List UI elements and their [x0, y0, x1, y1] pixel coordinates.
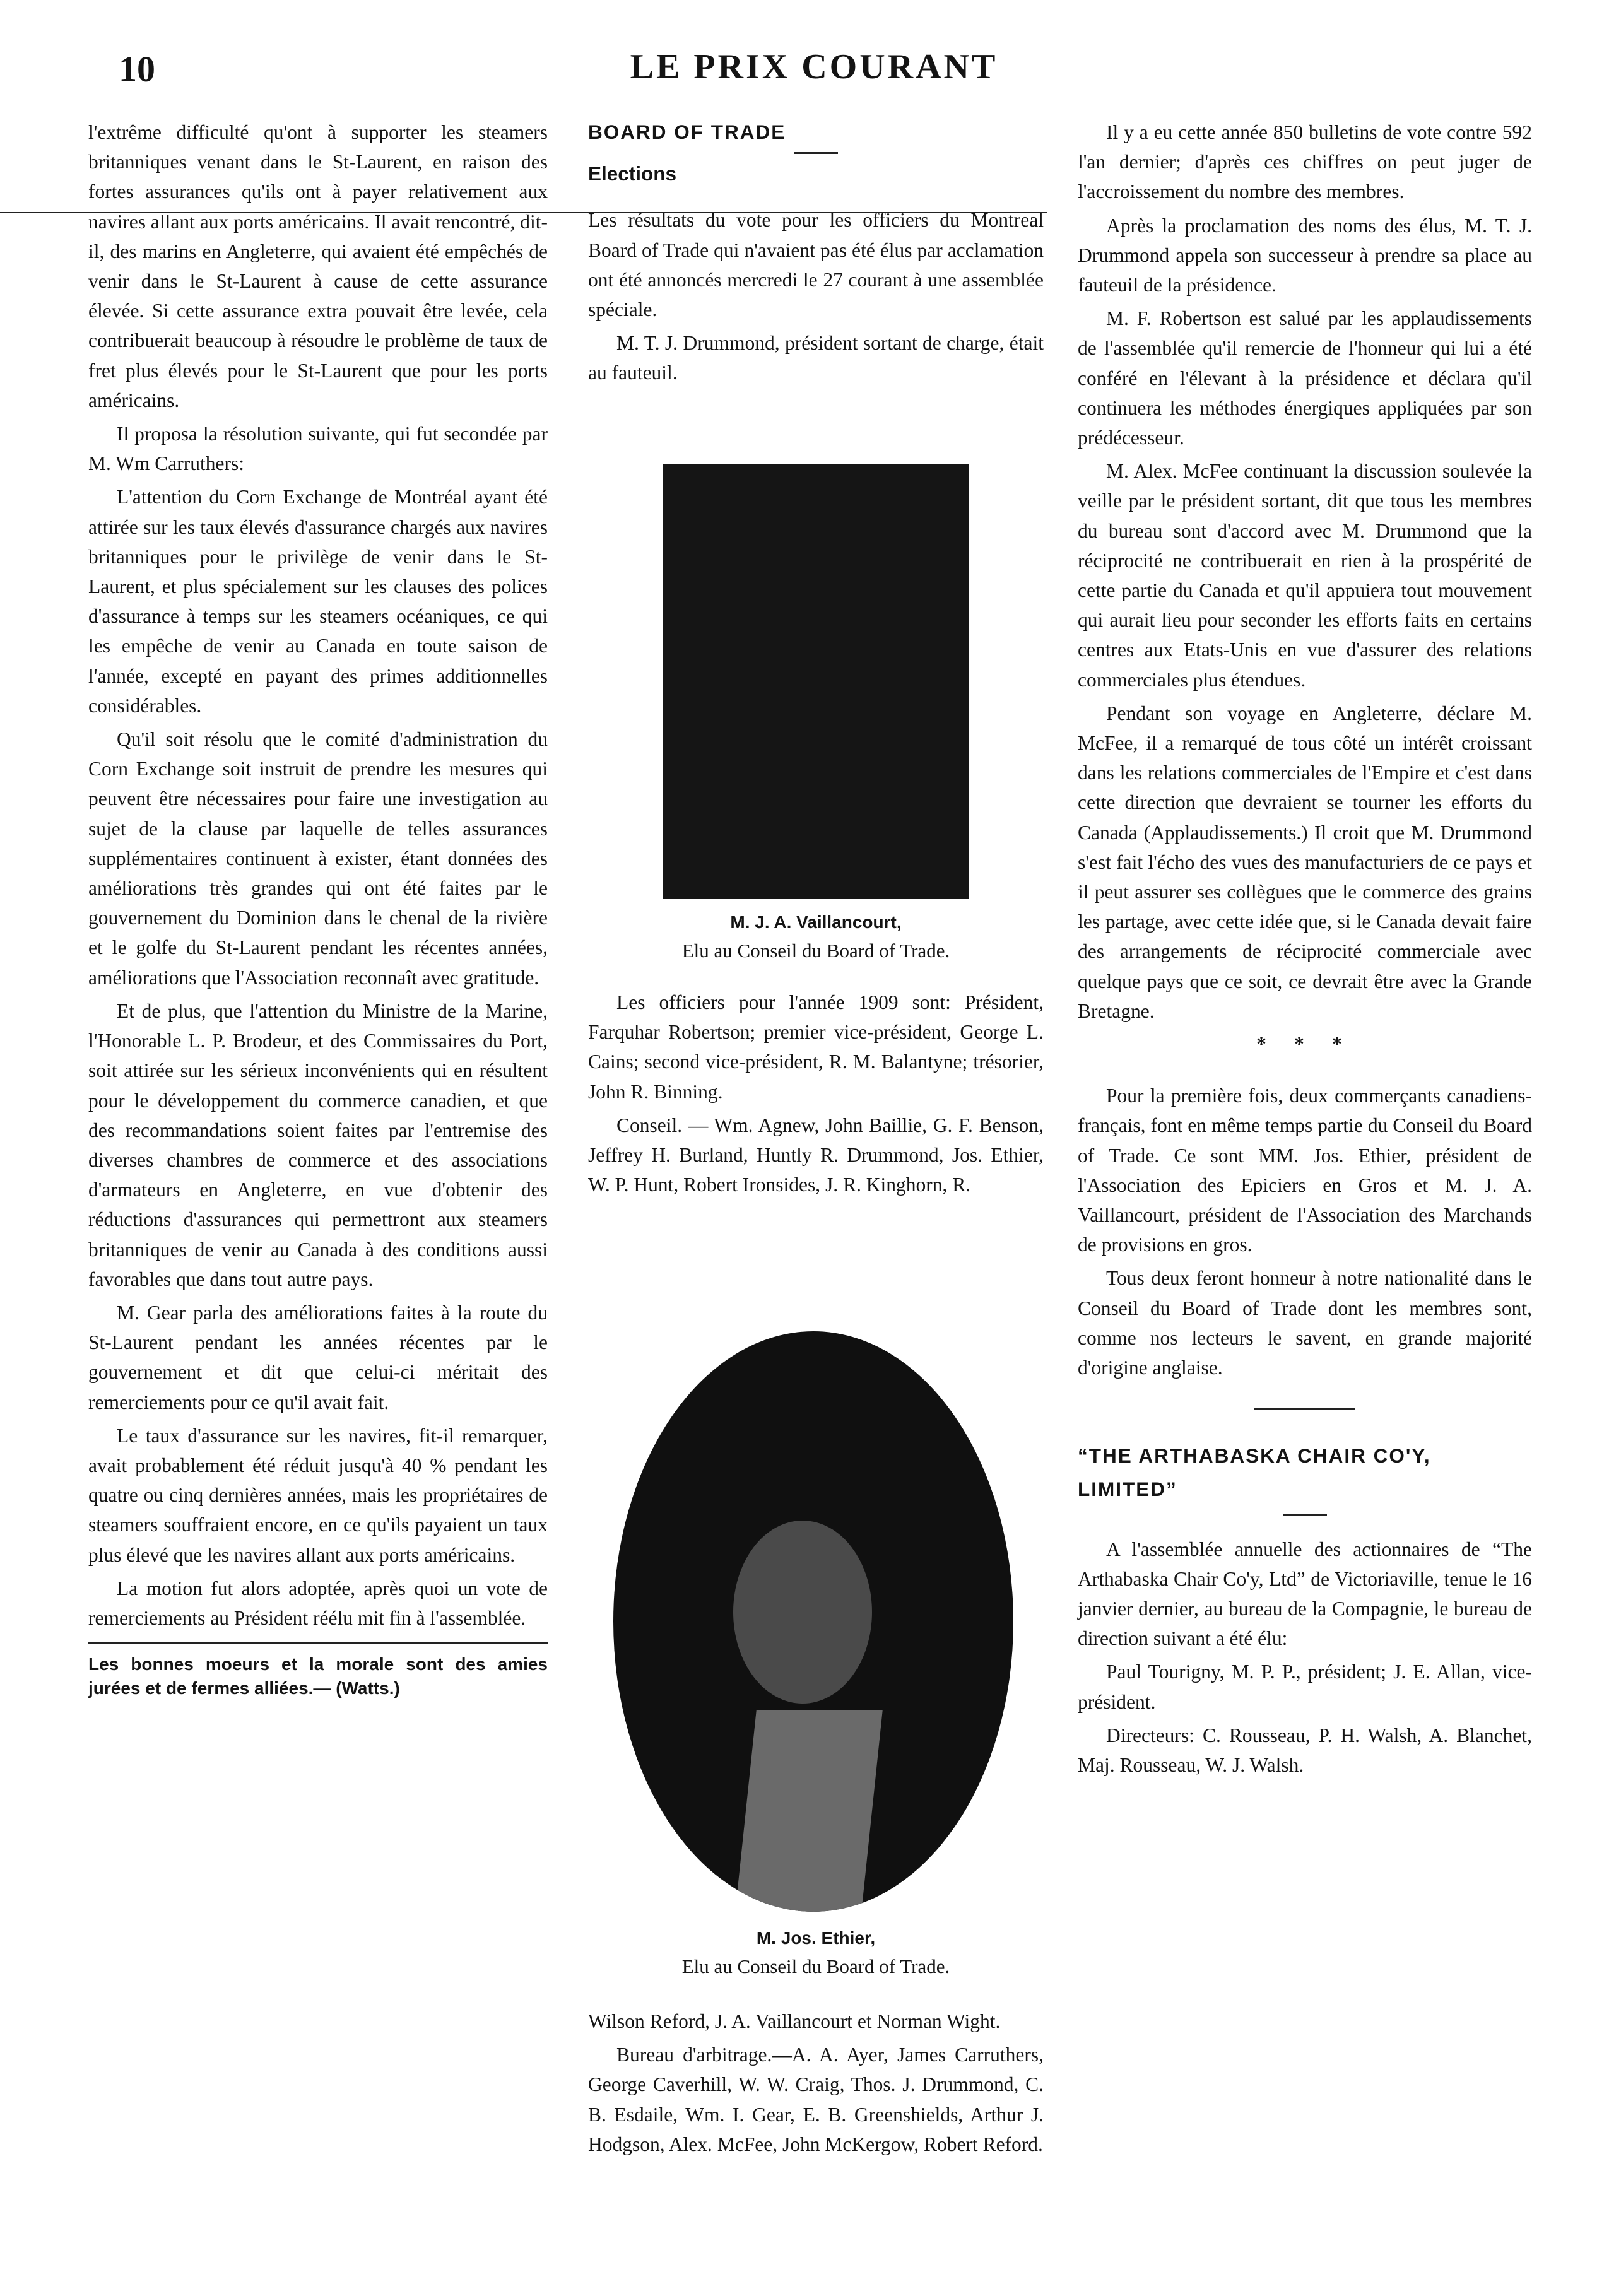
- photo-caption-text: Elu au Conseil du Board of Trade.: [681, 1955, 950, 1977]
- col3-paragraph: Directeurs: C. Rousseau, P. H. Walsh, A. Blanchet, Maj. Rousseau, W. J. Walsh.: [1078, 1724, 1532, 1776]
- col1-paragraph: M. Gear parla des améliorations faites à la route du St-Laurent pendant les années récentes par le gouvernement et dit que celui-ci méritait des remerciements pour ce qu'il avait fait.: [88, 1301, 548, 1413]
- photo-caption: [588, 909, 1044, 965]
- col3-paragraph: Après la proclamation des noms des élus, M. T. J. Drummond appela son successeur à prendre sa place au fauteuil de la présidence.: [1078, 214, 1532, 297]
- column-3: [1078, 117, 1532, 1784]
- portrait-shirt: [735, 1710, 883, 1912]
- masthead-title: LE PRIX COURANT: [630, 47, 998, 86]
- col1-paragraph: Il proposa la résolution suivante, qui fut secondée par M. Wm Carruthers:: [88, 423, 548, 475]
- col1-paragraph: La motion fut alors adoptée, après quoi un vote de remerciements au Président réélu mit fin à l'assemblée.: [88, 1577, 548, 1629]
- divider: [1254, 1408, 1355, 1410]
- col1-paragraph: l'extrême difficulté qu'ont à supporter les steamers britanniques venant dans le St-Laurent, en raison des fortes assurances qu'ils ont à payer relativement aux navires allant aux ports américains. Il avait rencontré, dit-il, des marins en Angleterre, qui avaient été empêchés de venir dans le St-Laurent à cause de cette assurance élevée. Si cette assurance extra pouvait être levée, cela contribuerait beaucoup à résoudre le problème de taux de fret plus élevés pour le St-Laurent que pour les ports américains.: [88, 121, 548, 411]
- section-heading: BOARD OF TRADE: [588, 121, 786, 143]
- photo-caption: [588, 1924, 1044, 1981]
- col3-paragraph: Paul Tourigny, M. P. P., président; J. E. Allan, vice-président.: [1078, 1661, 1532, 1713]
- photo-caption-name: M. J. A. Vaillancourt,: [730, 912, 902, 932]
- scan-line: [0, 212, 1047, 213]
- col2-paragraph: Bureau d'arbitrage.—A. A. Ayer, James Carruthers, George Caverhill, W. W. Craig, Thos. J. Drummond, C. B. Esdaile, Wm. I. Gear, E. B. Greenshields, Arthur J. Hodgson, Alex. McFee, John McKergow, Robert Reford.: [588, 2044, 1044, 2155]
- photo-caption-name: M. Jos. Ethier,: [756, 1928, 876, 1948]
- section-separator-stars: * * *: [1256, 1032, 1353, 1056]
- col2-end: [588, 2006, 1044, 2163]
- col1-paragraph: Le taux d'assurance sur les navires, fit-il remarquer, avait probablement été réduit jusqu'à 40 % pendant les quatre ou cinq dernières années, mais les propriétaires de steamers souffraient encore, en ce qu'ils payaient un taux plus élevé que les navires allant aux ports américains.: [88, 1424, 548, 1566]
- section-heading: “THE ARTHABASKA CHAIR CO'Y,: [1078, 1444, 1431, 1468]
- col2-paragraph: Les résultats du vote pour les officiers du Montreal Board of Trade qui n'avaient pas été élus par acclamation ont été annoncés mercredi le 27 courant à une assemblée spéciale.: [588, 209, 1044, 321]
- col1-paragraph: Et de plus, que l'attention du Ministre de la Marine, l'Honorable L. P. Brodeur, et des Commissaires du Port, soit attirée sur les sérieux inconvénients qui en résultent pour le développement du commerce canadien, et que des recommandations soient faites par l'entremise des diverses chambres de commerce et des associations d'armateurs en Angleterre, en vue d'obtenir des réductions d'assurances qui permettront aux steamers britanniques de venir au Canada à des conditions aussi favorables que dans tout autre pays.: [88, 999, 548, 1290]
- col3-paragraph: M. Alex. McFee continuant la discussion soulevée la veille par le président sortant, dit que tous les membres du bureau sont d'accord avec M. Drummond que la réciprocité ne contribuerait en rien à la prospérité de cette partie du Canada et qu'il appuiera tout mouvement qui aurait lieu pour seconder les efforts faits en certains centres aux Etats-Unis en vue d'assurer des relations commerciales plus étendues.: [1078, 460, 1532, 691]
- col3-paragraph: A l'assemblée annuelle des actionnaires de “The Arthabaska Chair Co'y, Ltd” de Victoriaville, tenue le 16 janvier dernier, au bureau de la Compagnie, le bureau de direction suivant a été élu:: [1078, 1538, 1532, 1650]
- col2-paragraph: Conseil. — Wm. Agnew, John Baillie, G. F. Benson, Jeffrey H. Burland, Huntly R. Drummond, Jos. Ethier, W. P. Hunt, Robert Ironsides, J. R. Kinghorn, R.: [588, 1114, 1044, 1196]
- column-1: [88, 117, 548, 1700]
- motto-quote: Les bonnes moeurs et la morale sont des amies jurées et de fermes alliées.— (Watts.): [88, 1654, 548, 1698]
- divider: [794, 152, 838, 154]
- col3-paragraph: Il y a eu cette année 850 bulletins de vote contre 592 l'an dernier; d'après ces chiffres on peut juger de l'accroissement du nombre des membres.: [1078, 121, 1532, 203]
- col2-middle: [588, 987, 1044, 1203]
- divider: [88, 1642, 548, 1644]
- col2-paragraph: Les officiers pour l'année 1909 sont: Président, Farquhar Robertson; premier vice-président, George L. Cains; second vice-président, R. M. Balantyne; trésorier, John R. Binning.: [588, 991, 1044, 1103]
- section-heading: LIMITED”: [1078, 1478, 1177, 1501]
- col3-paragraph: Tous deux feront honneur à notre nationalité dans le Conseil du Board of Trade dont les membres sont, comme nos lecteurs le savent, en grande majorité d'origine anglaise.: [1078, 1267, 1532, 1379]
- col2-paragraph: Wilson Reford, J. A. Vaillancourt et Norman Wight.: [588, 2010, 1001, 2032]
- portrait-photo-vaillancourt: [663, 464, 969, 899]
- col1-paragraph: Qu'il soit résolu que le comité d'administration du Corn Exchange soit instruit de prendre les mesures qui peuvent être nécessaires pour faire une investigation au sujet de la clause par laquelle de telles assurances supplémentaires continuent à exister, étant données des améliorations très grandes qui ont été faites par le gouvernement du Dominion dans le chenal de la rivière et le golfe du St-Laurent pendant les récentes années, améliorations que l'Association reconnaît avec gratitude.: [88, 728, 548, 989]
- photo-caption-text: Elu au Conseil du Board of Trade.: [681, 939, 950, 962]
- portrait-photo-ethier: [613, 1331, 1013, 1912]
- col3-paragraph: Pour la première fois, deux commerçants canadiens-français, font en même temps partie du Conseil du Board of Trade. Ce sont MM. Jos. Ethier, président de l'Association des Epiciers en Gros et M. J. A. Vaillancourt, président de l'Association des Marchands de provisions en gros.: [1078, 1085, 1532, 1256]
- page-number: 10: [119, 49, 155, 90]
- portrait-face: [733, 1521, 872, 1704]
- col2-paragraph: M. T. J. Drummond, président sortant de charge, était au fauteuil.: [588, 332, 1044, 384]
- section-subheading: Elections: [588, 162, 677, 185]
- divider: [1283, 1514, 1327, 1516]
- col1-paragraph: L'attention du Corn Exchange de Montréal ayant été attirée sur les taux élevés d'assurance chargés aux navires britanniques pour le privilège de venir dans le St-Laurent, et plus spécialement sur les clauses des polices d'assurance à temps sur les steamers océaniques, ce qui les empêche de venir au Canada en toute saison de l'année, excepté en payant des primes additionnelles considérables.: [88, 486, 548, 717]
- column-2: [588, 117, 1044, 392]
- col3-paragraph: Pendant son voyage en Angleterre, déclare M. McFee, il a remarqué de tous côté un intérêt croissant dans les relations commerciales de l'Empire et c'est dans cette direction que devraient se tourner les efforts du Canada (Applaudissements.) Il croit que M. Drummond s'est fait l'écho des vues des manufacturiers de ce pays et il peut assurer ses collègues que le commerce des grains les partage, avec cette idée que, si le Canada devait faire des arrangements de réciprocité commerciale avec quelque pays que ce soit, ce devrait être avec la Grande Bretagne.: [1078, 702, 1532, 1022]
- col3-paragraph: M. F. Robertson est salué par les applaudissements de l'assemblée qu'il remercie de l'honneur qui lui a été conféré en l'élevant à la présidence et déclara qu'il continuera les méthodes énergiques appliquées par son prédécesseur.: [1078, 307, 1532, 449]
